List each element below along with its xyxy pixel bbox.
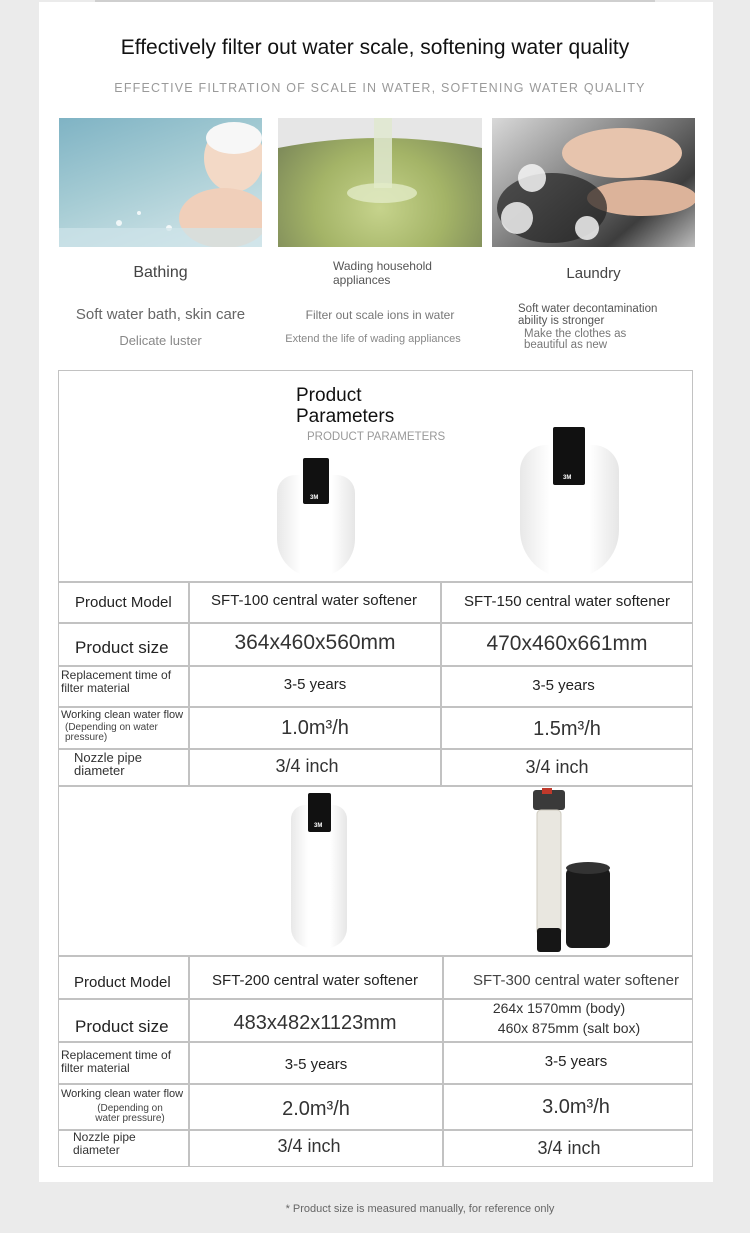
scenario-line1-appliances: Filter out scale ions in water	[305, 308, 455, 322]
product-logo: 3M	[563, 475, 572, 481]
label-product-size: Product size	[75, 638, 169, 657]
nozzle-sft150: 3/4 inch	[525, 757, 589, 777]
size-sft200: 483x482x1123mm	[233, 1012, 397, 1034]
size-sft100: 364x460x560mm	[234, 631, 396, 654]
model-sft200: SFT-200 central water softener	[212, 972, 418, 989]
size-sft300-saltbox: 460x 875mm (salt box)	[497, 1020, 641, 1036]
size-sft300-body: 264x 1570mm (body)	[492, 1000, 626, 1016]
laundry-photo	[492, 118, 695, 247]
nozzle-sft200: 3/4 inch	[277, 1136, 341, 1156]
footer-note: * Product size is measured manually, for reference only	[285, 1203, 555, 1215]
scenario-line1-bathing: Soft water bath, skin care	[75, 306, 246, 323]
label-product-size: Product size	[75, 1017, 169, 1036]
label-nozzle-diameter: Nozzle pipe diameter	[74, 750, 142, 778]
label-nozzle-diameter: Nozzle pipe diameter	[73, 1130, 136, 1157]
flow-sft300: 3.0m³/h	[542, 1096, 610, 1118]
label-product-model: Product Model	[75, 594, 172, 611]
size-sft150: 470x460x661mm	[486, 632, 648, 655]
appliance-water-photo	[278, 118, 482, 247]
nozzle-sft100: 3/4 inch	[275, 756, 339, 776]
params-subtitle: PRODUCT PARAMETERS	[307, 431, 446, 443]
model-sft300: SFT-300 central water softener	[473, 972, 679, 989]
page-subtitle: EFFECTIVE FILTRATION OF SCALE IN WATER, SOFTENING WATER QUALITY	[114, 81, 646, 95]
scenario-title-laundry: Laundry	[566, 265, 621, 282]
flow-sft100: 1.0m³/h	[281, 717, 349, 739]
label-replacement-time: Replacement time of filter material	[61, 668, 172, 695]
model-sft100: SFT-100 central water softener	[211, 592, 417, 609]
model-sft150: SFT-150 central water softener	[464, 593, 670, 610]
replace-sft300: 3-5 years	[544, 1053, 608, 1070]
scenario-line2-bathing: Delicate luster	[119, 333, 202, 348]
flow-sft200: 2.0m³/h	[282, 1098, 350, 1120]
scenario-title-bathing: Bathing	[133, 264, 188, 281]
flow-sft150: 1.5m³/h	[533, 718, 601, 740]
replace-sft150: 3-5 years	[532, 677, 595, 694]
scenario-line1-laundry: Soft water decontamination ability is stronger	[518, 303, 658, 327]
label-water-flow-note: (Depending on water pressure)	[65, 722, 158, 743]
label-replacement-time: Replacement time of filter material	[61, 1048, 172, 1075]
scenario-line2-laundry: Make the clothes as beautiful as new	[524, 328, 627, 351]
params-title: Product Parameters	[296, 385, 395, 427]
bathing-photo	[59, 118, 262, 247]
product-logo: 3M	[310, 495, 319, 501]
scenario-title-appliances: Wading household appliances	[333, 259, 432, 287]
product-logo: 3M	[314, 823, 323, 829]
top-divider	[95, 0, 655, 2]
label-product-model: Product Model	[74, 974, 171, 991]
nozzle-sft300: 3/4 inch	[537, 1138, 601, 1158]
label-water-flow-note: (Depending on water pressure)	[95, 1103, 165, 1124]
label-water-flow: Working clean water flow	[61, 1088, 184, 1100]
replace-sft200: 3-5 years	[284, 1056, 348, 1073]
replace-sft100: 3-5 years	[283, 676, 347, 693]
page-title: Effectively filter out water scale, softening water quality	[120, 36, 630, 59]
label-water-flow: Working clean water flow	[61, 709, 184, 721]
scenario-line2-appliances: Extend the life of wading appliances	[285, 333, 461, 345]
